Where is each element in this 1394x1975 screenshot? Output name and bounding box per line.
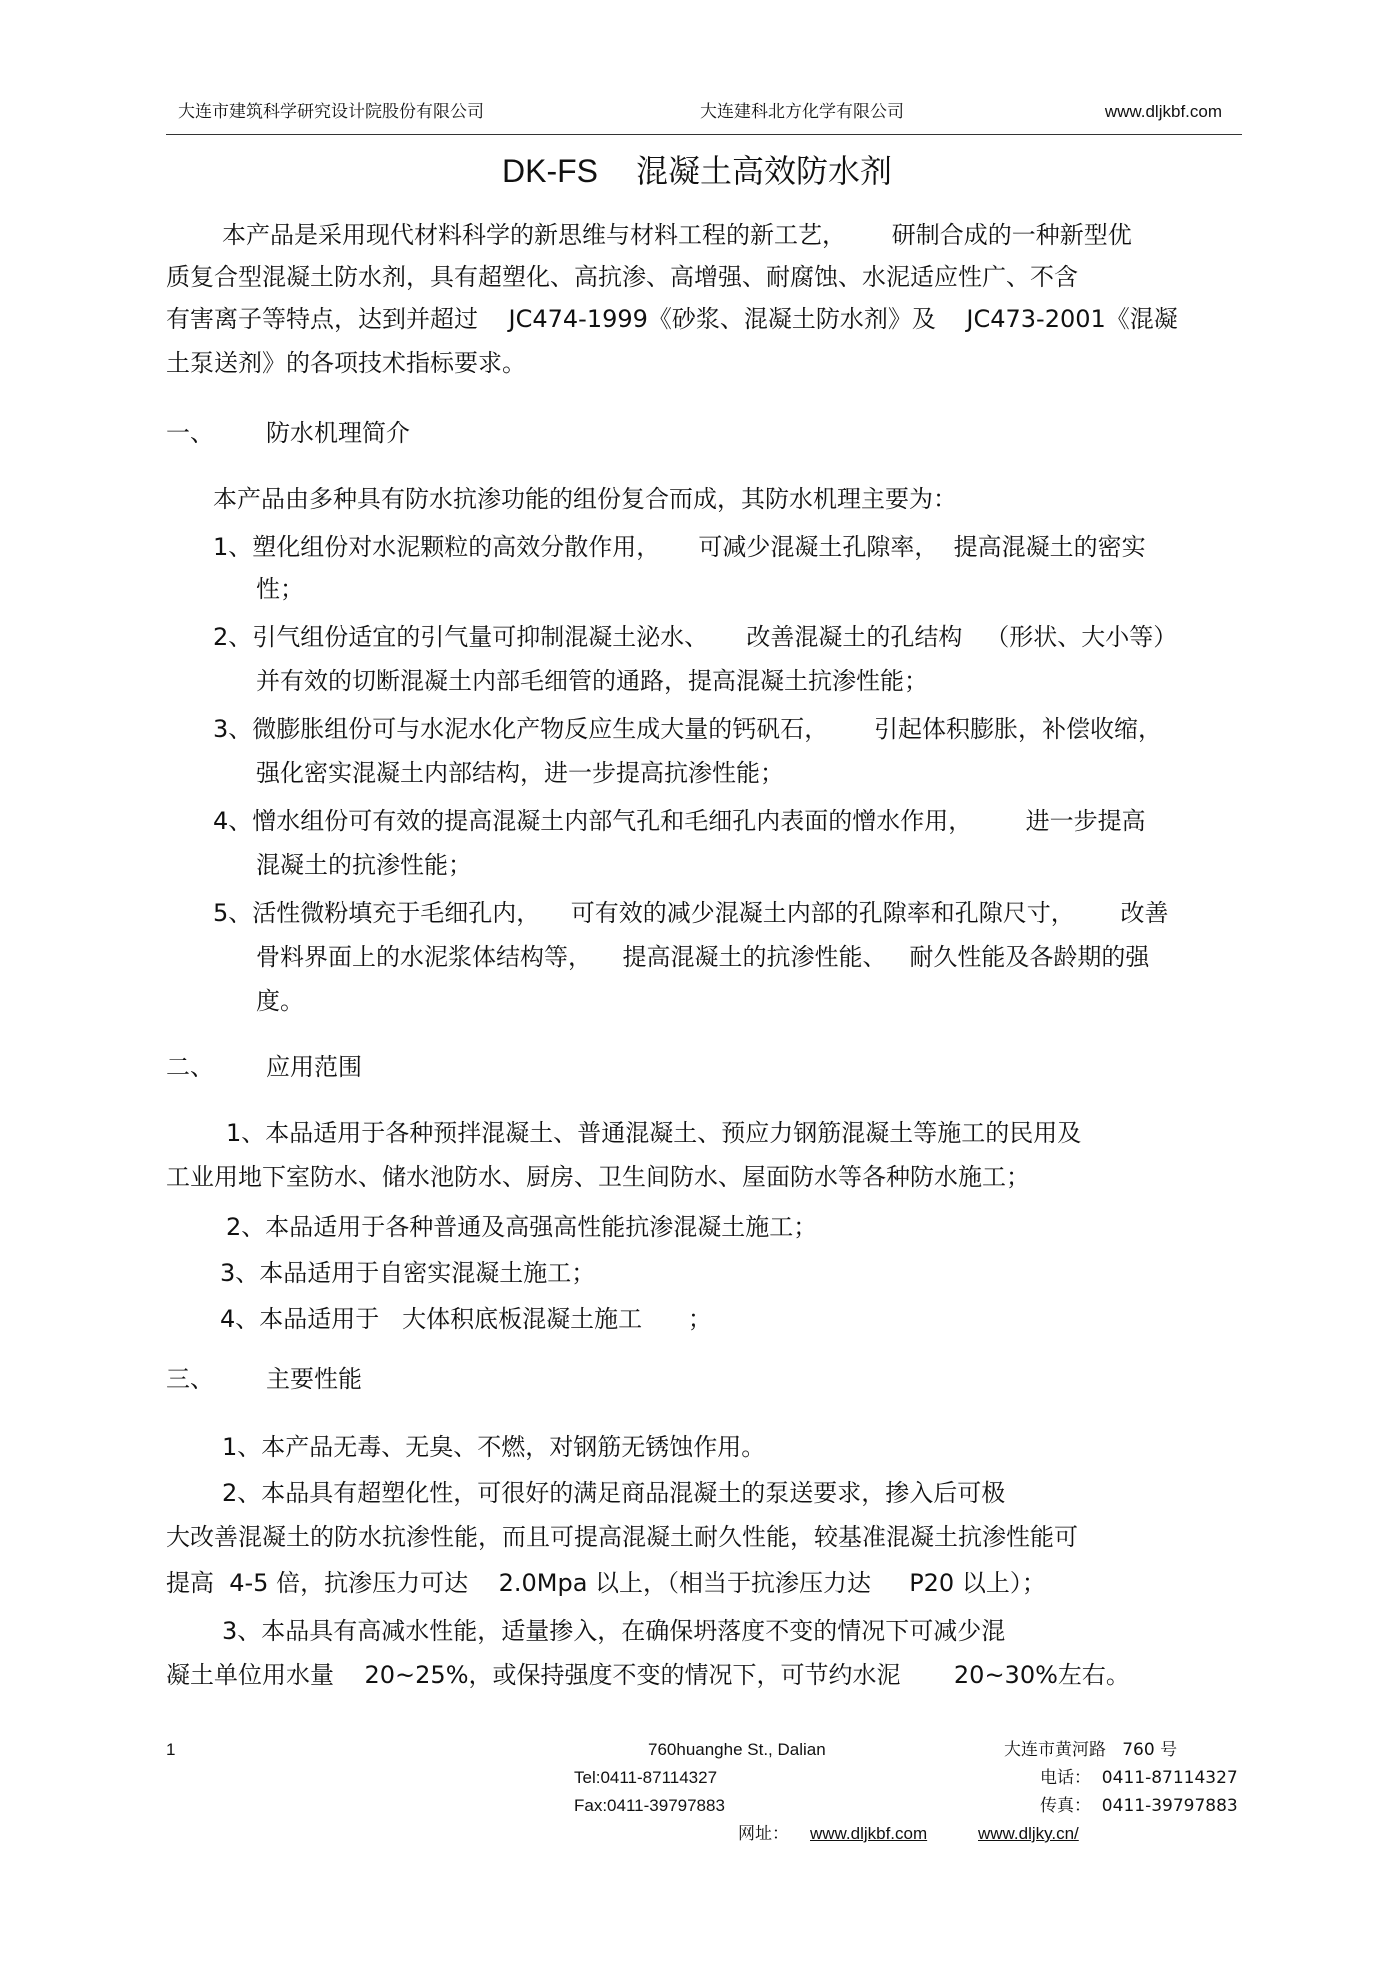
footer-fax-cn: 传真： 0411-39797883: [1040, 1796, 1238, 1816]
section-1-item: 3、微膨胀组份可与水泥水化产物反应生成大量的钙矾石， 引起体积膨胀，补偿收缩，: [213, 715, 1163, 743]
section-3-number: 三、: [166, 1365, 214, 1393]
footer-address-en: 760huanghe St., Dalian: [648, 1740, 826, 1759]
footer-website-link[interactable]: www.dljkbf.com: [810, 1824, 928, 1843]
intro-line: 质复合型混凝土防水剂，具有超塑化、高抗渗、高增强、耐腐蚀、水泥适应性广、不含: [166, 263, 1078, 291]
section-1-item-cont: 性；: [256, 575, 304, 603]
section-1-item: 2、引气组份适宜的引气量可抑制混凝土泌水、 改善混凝土的孔结构 （形状、大小等）: [213, 623, 1178, 651]
section-2-item-cont: 工业用地下室防水、储水池防水、厨房、卫生间防水、屋面防水等各种防水施工；: [166, 1163, 1030, 1191]
header-company-center: 大连建科北方化学有限公司: [700, 102, 904, 122]
intro-line: 本产品是采用现代材料科学的新思维与材料工程的新工艺， 研制合成的一种新型优: [222, 221, 1132, 249]
header-company-left: 大连市建筑科学研究设计院股份有限公司: [178, 102, 484, 122]
footer-fax-en: Fax:0411-39797883: [574, 1796, 725, 1815]
intro-line: 有害离子等特点，达到并超过 JC474-1999《砂浆、混凝土防水剂》及 JC473-2001《混凝: [166, 305, 1178, 333]
section-3-title: 主要性能: [266, 1365, 362, 1393]
section-1-item: 4、憎水组份可有效的提高混凝土内部气孔和毛细孔内表面的憎水作用， 进一步提高: [213, 807, 1146, 835]
section-1-number: 一、: [166, 419, 214, 447]
section-3-item-cont: 大改善混凝土的防水抗渗性能，而且可提高混凝土耐久性能，较基准混凝土抗渗性能可: [166, 1523, 1078, 1551]
section-2-item: 1、本品适用于各种预拌混凝土、普通混凝土、预应力钢筋混凝土等施工的民用及: [226, 1119, 1082, 1147]
page-header: [166, 100, 1242, 130]
page-number: 1: [166, 1740, 176, 1759]
section-1-title: 防水机理简介: [266, 419, 410, 447]
section-2-number: 二、: [166, 1053, 214, 1081]
section-1-item-cont: 混凝土的抗渗性能；: [256, 851, 472, 879]
header-website: www.dljkbf.com: [1104, 102, 1222, 121]
section-1-item-cont: 并有效的切断混凝土内部毛细管的通路，提高混凝土抗渗性能；: [256, 667, 928, 695]
footer-tel-cn: 电话： 0411-87114327: [1040, 1768, 1238, 1788]
section-2-item: 4、本品适用于 大体积底板混凝土施工 ；: [220, 1305, 712, 1333]
section-3-item: 2、本品具有超塑化性，可很好的满足商品混凝土的泵送要求，掺入后可极: [222, 1479, 1006, 1507]
section-2-item: 3、本品适用于自密实混凝土施工；: [220, 1259, 596, 1287]
intro-line: 土泵送剂》的各项技术指标要求。: [166, 349, 526, 377]
section-3-item: 3、本品具有高减水性能，适量掺入，在确保坍落度不变的情况下可减少混: [222, 1617, 1006, 1645]
footer-website-link-2[interactable]: www.dljky.cn/: [978, 1824, 1079, 1843]
section-1-item: 5、活性微粉填充于毛细孔内， 可有效的减少混凝土内部的孔隙率和孔隙尺寸， 改善: [213, 899, 1169, 927]
section-1-item-cont: 强化密实混凝土内部结构，进一步提高抗渗性能；: [256, 759, 784, 787]
section-3-item-cont: 提高 4-5 倍，抗渗压力可达 2.0Mpa 以上，（相当于抗渗压力达 P20 以上）；: [166, 1569, 1046, 1597]
section-1-lead: 本产品由多种具有防水抗渗功能的组份复合而成，其防水机理主要为：: [213, 485, 957, 513]
product-name: 混凝土高效防水剂: [635, 152, 892, 190]
footer-web-label: 网址：: [738, 1824, 789, 1844]
section-1-item: 1、塑化组份对水泥颗粒的高效分散作用， 可减少混凝土孔隙率， 提高混凝土的密实: [213, 533, 1146, 561]
section-3-item: 1、本产品无毒、无臭、不燃，对钢筋无锈蚀作用。: [222, 1433, 766, 1461]
section-1-item-cont: 度。: [256, 987, 304, 1015]
document-title: [0, 148, 1394, 194]
section-2-title: 应用范围: [266, 1053, 362, 1081]
header-divider: [166, 134, 1242, 135]
footer-address-cn: 大连市黄河路 760 号: [1004, 1740, 1178, 1760]
footer-tel-en: Tel:0411-87114327: [574, 1768, 718, 1787]
section-3-item-cont: 凝土单位用水量 20~25%，或保持强度不变的情况下，可节约水泥 20~30%左右。: [166, 1661, 1130, 1689]
section-2-item: 2、本品适用于各种普通及高强高性能抗渗混凝土施工；: [226, 1213, 818, 1241]
section-1-item-cont: 骨料界面上的水泥浆体结构等， 提高混凝土的抗渗性能、 耐久性能及各龄期的强: [256, 943, 1150, 971]
product-code: DK-FS: [501, 153, 598, 189]
